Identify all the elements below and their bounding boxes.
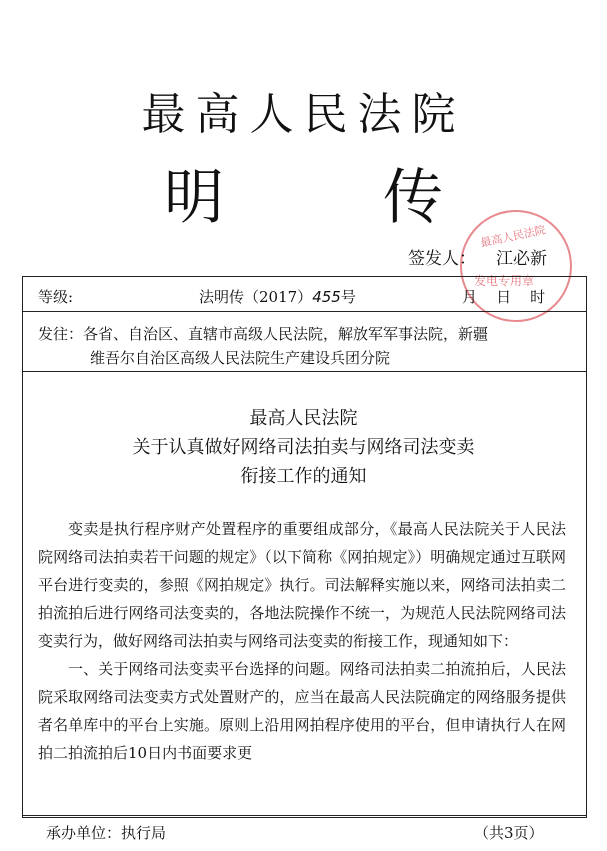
document-number (199, 286, 356, 307)
signer-line (408, 244, 547, 269)
divider-sendto (22, 371, 587, 372)
divider-meta (22, 311, 587, 312)
doc-type-title: 明 传 (163, 163, 514, 233)
month-day-hour: 月 日 时 (462, 288, 546, 306)
notice-title (0, 404, 607, 491)
seal-center-text: 发电专用章 (474, 274, 535, 288)
body-paragraph-1: 变卖是执行程序财产处置程序的重要组成部分，《最高人民法院关于人民法院网络司法拍卖若干问题的规定》（以下简称《网拍规定》）明确规定通过互联网平台进行变卖的，参照《网拍规定》执行。司法解释实施以来，网络司法拍卖二拍流拍后进行网络司法变卖的，各地法院操作不统一，为规范人民法院网络司法变卖行为，做好网络司法拍卖与网络司法变卖的衔接工作，现通知如下： (38, 520, 566, 650)
divider-footer (22, 815, 587, 816)
send-to-line2: 维吾尔自治区高级人民法院生产建设兵团分院 (90, 349, 391, 367)
undertaker: 承办单位：执行局 (46, 824, 167, 842)
send-to-line1: 发往：各省、自治区、直辖市高级人民法院，解放军军事法院，新疆 (38, 325, 489, 343)
notice-title-line1: 最高人民法院 (249, 408, 358, 429)
doc-number-prefix: 法明传（2017） (199, 288, 313, 306)
org-title: 最高人民法院 (141, 89, 466, 140)
body-paragraph-2: 一、关于网络司法变卖平台选择的问题。网络司法拍卖二拍流拍后，人民法院采取网络司法变卖方式处置财产的，应当在最高人民法院确定的网络服务提供者名单库中的平台上实施。原则上沿用网拍程序使用的平台，但申请执行人在网拍二拍流拍后10日内书面要求更 (38, 660, 566, 762)
body-text (38, 515, 566, 767)
page-count: （共3页） (474, 824, 544, 842)
doc-number-suffix: 号 (340, 288, 356, 306)
seal-arc-text: 最高人民法院 (479, 223, 547, 250)
signer-label: 签发人： (408, 249, 476, 269)
send-to (38, 322, 578, 370)
notice-title-line3: 衔接工作的通知 (240, 466, 367, 487)
doc-number-handwritten: 455 (312, 288, 341, 306)
grade-label: 等级: (38, 288, 74, 306)
notice-title-line2: 关于认真做好网络司法拍卖与网络司法变卖 (132, 437, 475, 458)
signer-name: 江必新 (496, 249, 547, 269)
